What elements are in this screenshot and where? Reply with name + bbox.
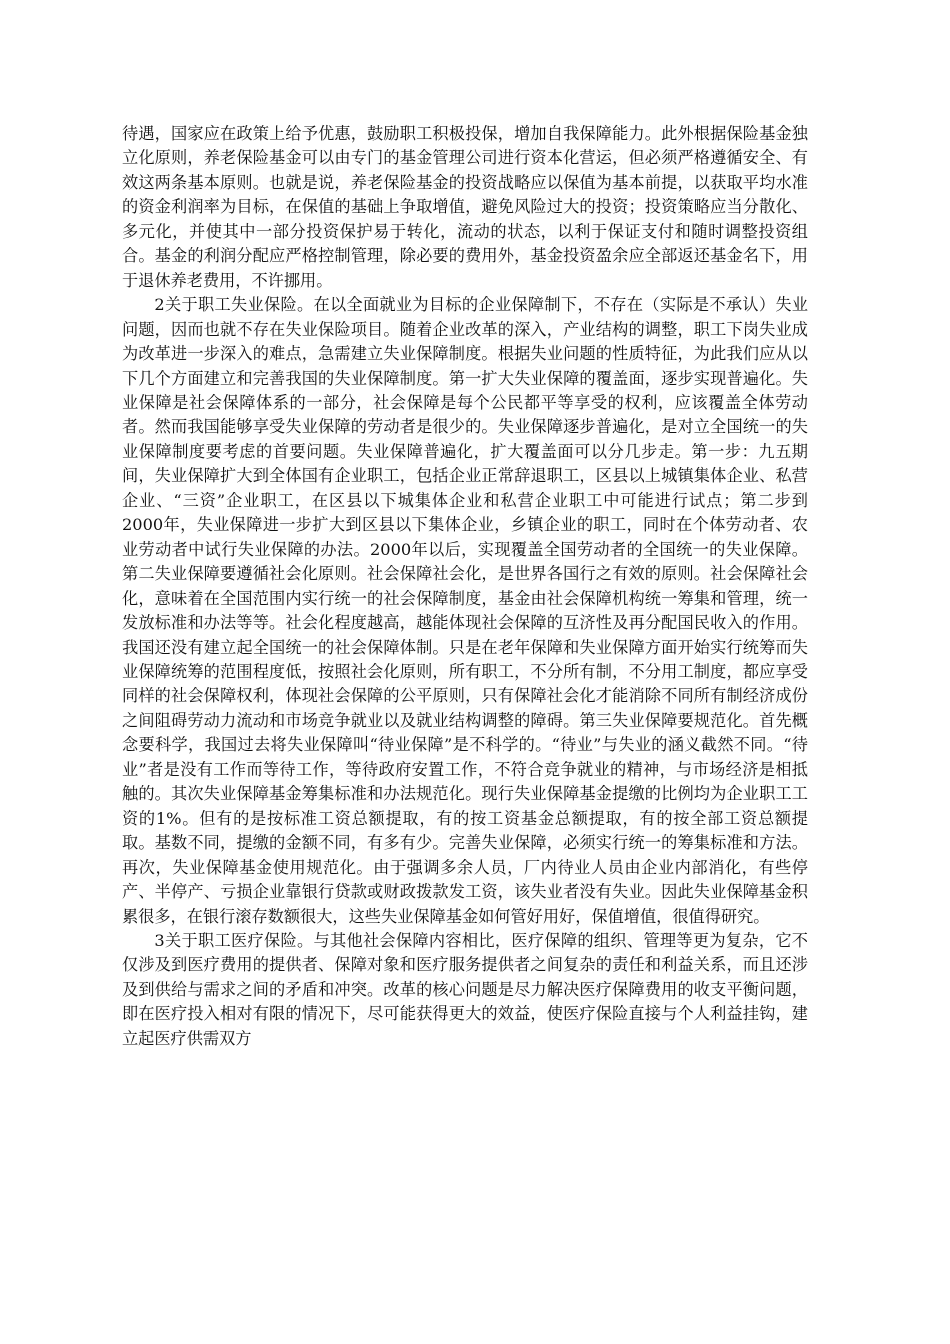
paragraph-medical-insurance: 3关于职工医疗保险。与其他社会保障内容相比，医疗保障的组织、管理等更为复杂，它不仅涉及到医疗费用的提供者、保障对象和医疗服务提供者之间复杂的责任和利益关系，而且还涉及到供给与需求之间的矛盾和冲突。改革的核心问题是尽力解决医疗保障费用的收支平衡问题，即在医疗投入相对有限的情况下，尽可能获得更大的效益，使医疗保险直接与个人利益挂钩，建立起医疗供需双方	[122, 930, 808, 1048]
paragraph-pension-fund: 待遇，国家应在政策上给予优惠，鼓励职工积极投保，增加自我保障能力。此外根据保险基金独立化原则，养老保险基金可以由专门的基金管理公司进行资本化营运，但必须严格遵循安全、有效这两条基本原则。也就是说，养老保险基金的投资战略应以保值为基本前提，以获取平均水准的资金利润率为目标，在保值的基础上争取增值，避免风险过大的投资；投资策略应当分散化、多元化，并使其中一部分投资保护易于转化，流动的状态，以利于保证支付和随时调整投资组合。基金的利润分配应严格控制管理，除必要的费用外，基金投资盈余应全部返还基金名下，用于退休养老费用，不许挪用。	[122, 124, 808, 290]
document-page	[122, 122, 808, 1051]
paragraph-unemployment-insurance: 2关于职工失业保险。在以全面就业为目标的企业保障制下，不存在（实际是不承认）失业问题，因而也就不存在失业保险项目。随着企业改革的深入，产业结构的调整，职工下岗失业成为改革进一步深入的难点，急需建立失业保障制度。根据失业问题的性质特征，为此我们应从以下几个方面建立和完善我国的失业保障制度。第一扩大失业保障的覆盖面，逐步实现普遍化。失业保障是社会保障体系的一部分，社会保障是每个公民都平等享受的权利，应该覆盖全体劳动者。然而我国能够享受失业保障的劳动者是很少的。失业保障逐步普遍化，是对立全国统一的失业保障制度要考虑的首要问题。失业保障普遍化，扩大覆盖面可以分几步走。第一步：九五期间，失业保障扩大到全体国有企业职工，包括企业正常辞退职工，区县以上城镇集体企业、私营企业、“三资”企业职工，在区县以下城集体企业和私营企业职工中可能进行试点；第二步到2000年，失业保障进一步扩大到区县以下集体企业，乡镇企业的职工，同时在个体劳动者、农业劳动者中试行失业保障的办法。2000年以后，实现覆盖全国劳动者的全国统一的失业保障。第二失业保障要遵循社会化原则。社会保障社会化，是世界各国行之有效的原则。社会保障社会化，意味着在全国范围内实行统一的社会保障制度，基金由社会保障机构统一筹集和管理，统一发放标准和办法等等。社会化程度越高，越能体现社会保障的互济性及再分配国民收入的作用。我国还没有建立起全国统一的社会保障体制。只是在老年保障和失业保障方面开始实行统筹而失业保障统筹的范围程度低，按照社会化原则，所有职工，不分所有制，不分用工制度，都应享受同样的社会保障权利，体现社会保障的公平原则，只有保障社会化才能消除不同所有制经济成份之间阻碍劳动力流动和市场竞争就业以及就业结构调整的障碍。第三失业保障要规范化。首先概念要科学，我国过去将失业保障叫“待业保障”是不科学的。“待业”与失业的涵义截然不同。“待业”者是没有工作而等待工作，等待政府安置工作，不符合竞争就业的精神，与市场经济是相抵触的。其次失业保障基金筹集标准和办法规范化。现行失业保障基金提缴的比例均为企业职工工资的1%。但有的是按标准工资总额提取，有的按工资基金总额提取，有的按全部工资总额提取。基数不同，提缴的金额不同，有多有少。完善失业保障，必须实行统一的筹集标准和方法。再次，失业保障基金使用规范化。由于强调多余人员，厂内待业人员由企业内部消化，有些停产、半停产、亏损企业靠银行贷款或财政拨款发工资，该失业者没有失业。因此失业保障基金积累很多，在银行滚存数额很大，这些失业保障基金如何管好用好，保值增值，很值得研究。	[122, 295, 808, 926]
